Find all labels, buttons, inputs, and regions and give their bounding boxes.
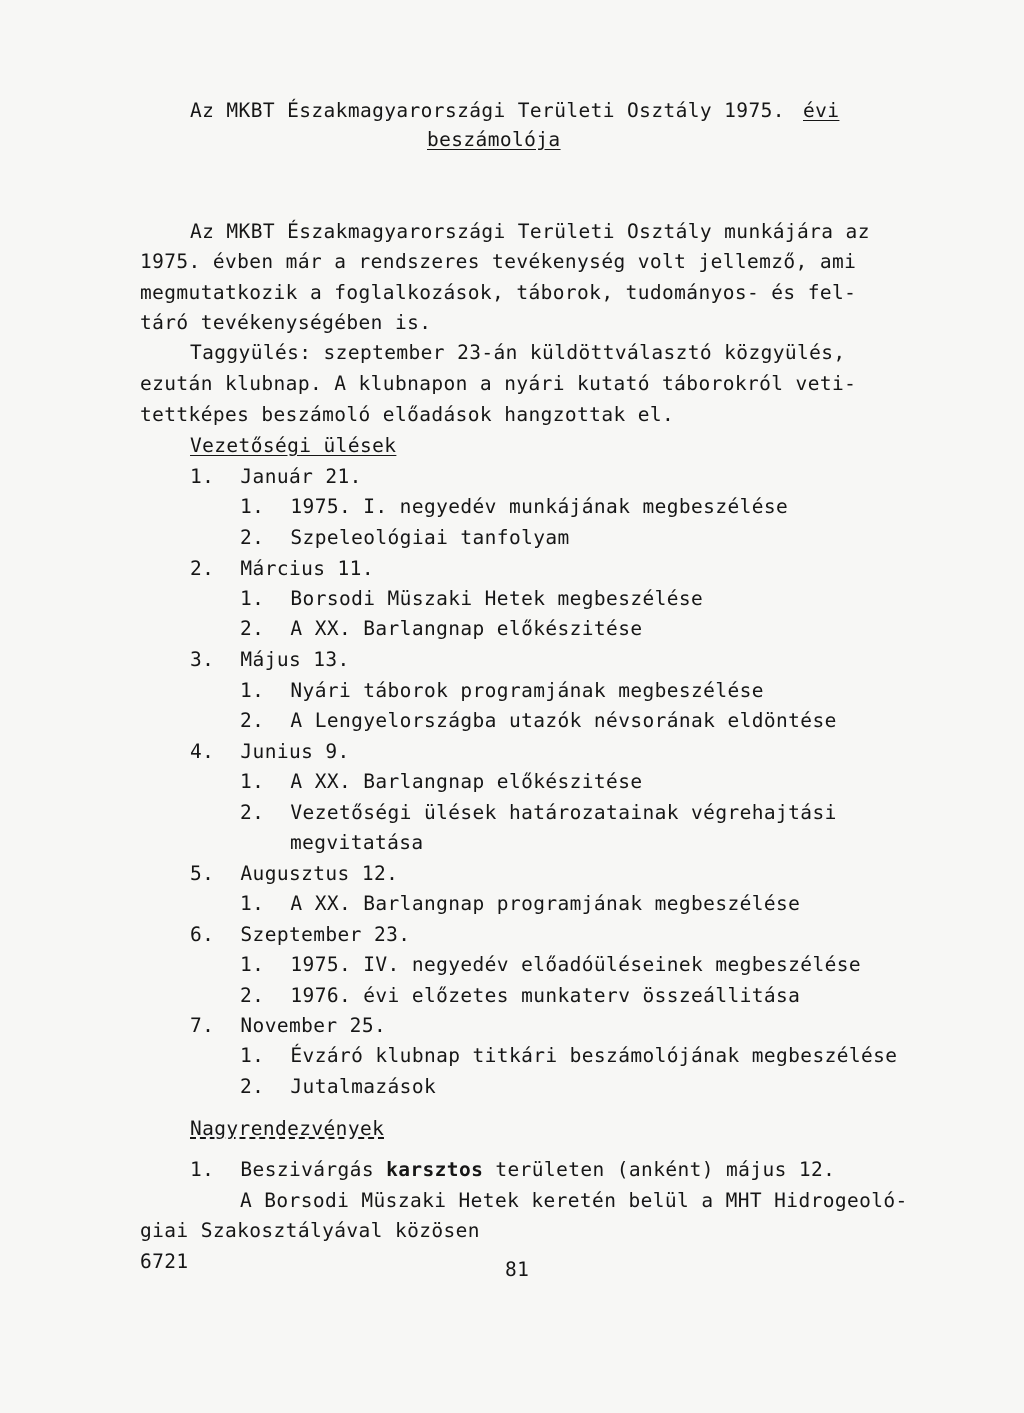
item-number: 2. bbox=[240, 526, 265, 549]
item-text: A XX. Barlangnap programjának megbeszélése bbox=[290, 892, 801, 915]
item-text: A XX. Barlangnap előkészitése bbox=[290, 617, 643, 640]
meeting-7 bbox=[190, 1014, 386, 1038]
meeting-number: 4. bbox=[190, 740, 215, 763]
intro-line-1: Az MKBT Északmagyarországi Területi Osztály munkájára az bbox=[190, 220, 870, 243]
item-number: 1. bbox=[240, 679, 265, 702]
meeting-date: November 25. bbox=[240, 1014, 387, 1037]
meeting-1 bbox=[190, 465, 362, 489]
meeting-7-item-1 bbox=[240, 1044, 897, 1068]
event-text-c: területen (anként) május 12. bbox=[495, 1158, 836, 1181]
meeting-number: 7. bbox=[190, 1014, 215, 1037]
item-number: 1. bbox=[240, 953, 265, 976]
meeting-1-item-1 bbox=[240, 495, 788, 519]
meeting-4 bbox=[190, 740, 350, 764]
meeting-number: 2. bbox=[190, 557, 215, 580]
page-number: 81 bbox=[505, 1258, 530, 1281]
title-line2: beszámolója bbox=[427, 128, 561, 151]
taggyules-line-3: tettképes beszámoló előadások hangzottak el. bbox=[140, 403, 675, 426]
intro-line-3: megmutatkozik a foglalkozások, táborok, tudományos- és fel- bbox=[140, 281, 857, 304]
meeting-4-item-1 bbox=[240, 770, 642, 794]
title-line1: Az MKBT Északmagyarországi Területi Osztály 1975. bbox=[190, 99, 785, 122]
item-number: 2. bbox=[240, 617, 265, 640]
event-number: 1. bbox=[190, 1158, 215, 1181]
meeting-3-item-2 bbox=[240, 709, 837, 733]
meeting-4-item-2-continued: megvitatása bbox=[290, 831, 424, 854]
meeting-date: Január 21. bbox=[240, 465, 362, 488]
item-number: 1. bbox=[240, 587, 265, 610]
meeting-date: Május 13. bbox=[240, 648, 350, 671]
meeting-number: 3. bbox=[190, 648, 215, 671]
meeting-number: 1. bbox=[190, 465, 215, 488]
meeting-date: Junius 9. bbox=[240, 740, 350, 763]
item-text: Szpeleológiai tanfolyam bbox=[290, 526, 570, 549]
item-text: Nyári táborok programjának megbeszélése bbox=[290, 679, 764, 702]
item-text: Évzáró klubnap titkári beszámolójának megbeszélése bbox=[290, 1044, 898, 1067]
item-text: A XX. Barlangnap előkészitése bbox=[290, 770, 643, 793]
meeting-2-item-1 bbox=[240, 587, 703, 611]
item-number: 1. bbox=[240, 495, 265, 518]
item-number: 1. bbox=[240, 892, 265, 915]
taggyules-line-1: Taggyülés: szeptember 23-án küldöttválasztó közgyülés, bbox=[190, 341, 846, 364]
meeting-date: Augusztus 12. bbox=[240, 862, 399, 885]
event-1 bbox=[190, 1158, 835, 1182]
meeting-6-item-2 bbox=[240, 984, 800, 1008]
archive-code: 6721 bbox=[140, 1250, 189, 1273]
meeting-6 bbox=[190, 923, 410, 947]
meeting-2-item-2 bbox=[240, 617, 642, 641]
meeting-5-item-1 bbox=[240, 892, 800, 916]
meeting-3-item-1 bbox=[240, 679, 764, 703]
event-text-a: Beszivárgás bbox=[240, 1158, 374, 1181]
meeting-1-item-2 bbox=[240, 526, 570, 550]
intro-line-4: táró tevékenységében is. bbox=[140, 311, 432, 334]
item-number: 2. bbox=[240, 984, 265, 1007]
event-text-b: karsztos bbox=[386, 1158, 484, 1181]
item-number: 1. bbox=[240, 1044, 265, 1067]
meeting-6-item-1 bbox=[240, 953, 861, 977]
meeting-5 bbox=[190, 862, 398, 886]
meeting-4-item-2 bbox=[240, 801, 837, 825]
meeting-number: 5. bbox=[190, 862, 215, 885]
meeting-date: Március 11. bbox=[240, 557, 374, 580]
meeting-date: Szeptember 23. bbox=[240, 923, 411, 946]
meeting-7-item-2 bbox=[240, 1075, 436, 1099]
event-1-line-2: A Borsodi Müszaki Hetek keretén belül a MHT Hidrogeoló- bbox=[240, 1189, 908, 1212]
meeting-2 bbox=[190, 557, 374, 581]
meeting-3 bbox=[190, 648, 350, 672]
item-text: Jutalmazások bbox=[290, 1075, 437, 1098]
meeting-number: 6. bbox=[190, 923, 215, 946]
event-1-line-3: giai Szakosztályával közösen bbox=[140, 1219, 480, 1242]
item-number: 2. bbox=[240, 1075, 265, 1098]
item-text: Borsodi Müszaki Hetek megbeszélése bbox=[290, 587, 704, 610]
item-text: 1976. évi előzetes munkaterv összeállitása bbox=[290, 984, 801, 1007]
intro-line-2: 1975. évben már a rendszeres tevékenység volt jellemző, ami bbox=[140, 250, 857, 273]
item-text: Vezetőségi ülések határozatainak végrehajtási bbox=[290, 801, 837, 824]
title-line1-suffix: évi bbox=[803, 99, 840, 122]
item-text: A Lengyelországba utazók névsorának eldöntése bbox=[290, 709, 837, 732]
item-number: 2. bbox=[240, 801, 265, 824]
taggyules-line-2: ezután klubnap. A klubnapon a nyári kutató táborokról veti- bbox=[140, 372, 857, 395]
item-text: 1975. I. negyedév munkájának megbeszélése bbox=[290, 495, 789, 518]
item-number: 2. bbox=[240, 709, 265, 732]
item-number: 1. bbox=[240, 770, 265, 793]
document-title bbox=[190, 99, 839, 123]
leadership-heading: Vezetőségi ülések bbox=[190, 434, 397, 457]
events-heading: Nagyrendezvények bbox=[190, 1117, 385, 1140]
item-text: 1975. IV. negyedév előadóüléseinek megbeszélése bbox=[290, 953, 862, 976]
